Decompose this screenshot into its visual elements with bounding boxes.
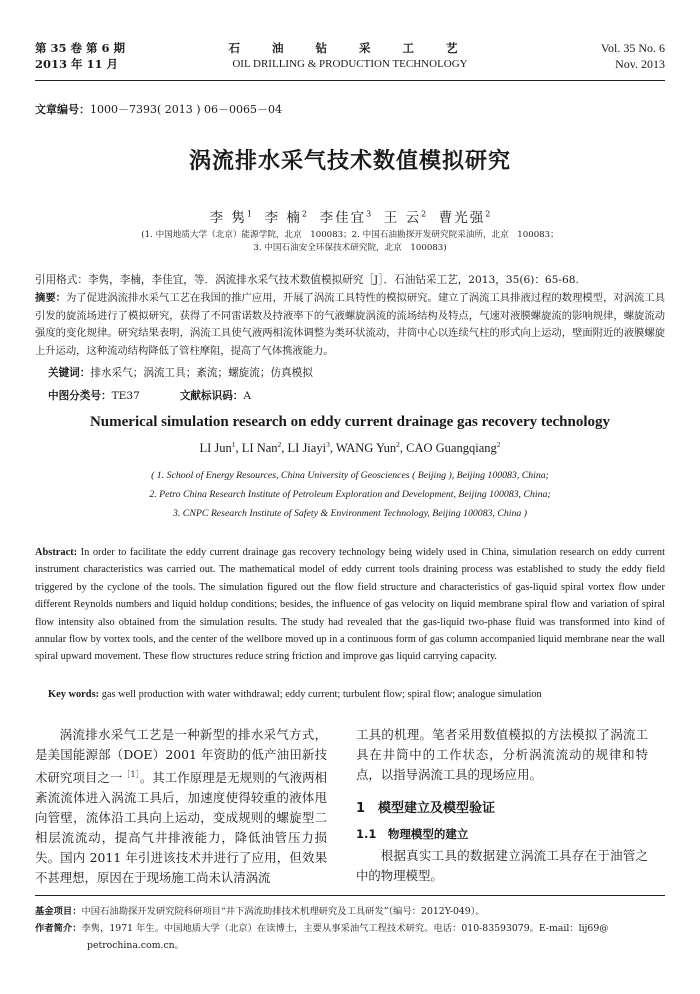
abstract-cn: 摘要：为了促进涡流排水采气工艺在我国的推广应用，开展了涡流工具特性的模拟研究。建立了涡流工具排液过程的数理模型，对涡流工具引发的旋流场进行了模拟研究，获得了不同雷诺数及持液率下的气液螺旋涡流的流场结构及特点，气速对液膜螺旋流的影响规律，螺旋流动强度的变化规律。研究结果表明，涡流工具使气液两相流体调整为类环状流动，井筒中心以连续气柱的形式向上运动，壁面附近的液膜螺旋上升运动，这种流动结构降低了管柱摩阻，提高了气体携液能力。 (35, 292, 666, 357)
affiliation-en-line: 2. Petro China Research Institute of Petroleum Exploration and Development, Beijing 100083, China; (149, 489, 551, 500)
body-paragraph: 工具的机理。笔者采用数值模拟的方法模拟了涡流工具在井筒中的工作状态，分析涡流流动的规律和特点，以指导涡流工具的现场应用。 (356, 727, 648, 782)
author: WANG Yun$^2$ (335, 440, 400, 456)
funding-note: 基金项目：中国石油勘探开发研究院科研项目“井下涡流助排技术机理研究及工具研发”（编号：2012Y-049）。 (35, 906, 485, 917)
authors-en: LI Jun$^1$, LI Nan$^2$, LI Jiayi$^3$, WANG Yun$^2$, CAO Guangqiang$^2$ (199, 440, 501, 456)
classification: 中图分类号：TE37 文献标识码：A (48, 390, 252, 402)
footnote-rule (35, 895, 665, 896)
abstract-en: Abstract: In order to facilitate the eddy current drainage gas recovery technology being widely used in China, simulation research on eddy current instrument characteristics was carried out. The mathematical model of eddy current tools draining process was established to study the eddy field triggered by the cyclone of the tools. The simulation figured out the flow field structure and characteristics of gas-liquid spiral vortex flow under different Reynolds numbers and liquid holdup conditions; besides, the influence of gas velocity on liquid membrane spiral flow and variation of spiral flow intensity also obtained from the simulation results. The study had revealed that the gas-liquid two-phase fluid was transformed into kind of annular flow by vortex tools, and the center of the wellbore moved up in a continuous form of gas column accompanied liquid membrane near the wall spiral upward movement. These flow structures reduce string friction and improve gas liquid carrying capacity. (35, 547, 665, 663)
keywords-en: Key words: gas well production with water withdrawal; eddy current; turbulent flow; spiral flow; analogue simulation (48, 689, 542, 700)
author: 王 云$^2$ (383, 209, 427, 226)
section-heading: 1 模型建立及模型验证 (356, 801, 496, 816)
author: LI Jun$^1$ (199, 440, 236, 456)
citation: 引用格式：李隽，李楠，李佳宜，等．涡流排水采气技术数值模拟研究［J］．石油钻采工艺，2013，35(6)：65-68. (35, 274, 579, 286)
body-paragraph: 根据真实工具的数据建立涡流工具存在于油管之中的物理模型。 (356, 848, 648, 883)
author: LI Nan$^2$ (241, 440, 282, 456)
author: 李 楠$^2$ (264, 209, 307, 226)
affiliation-cn-line: 3. 中国石油安全环保技术研究院，北京 100083) (253, 243, 447, 253)
author: 李佳宜$^3$ (319, 209, 372, 226)
reference-mark: ［1］ (122, 770, 140, 779)
footnotes (35, 903, 665, 954)
author: CAO Guangqiang$^2$ (406, 440, 501, 456)
header-volume: 第 35 卷 第 6 期 2013 年 11 月 (35, 41, 126, 71)
authors-cn (0, 206, 700, 226)
affiliation-en-line: ( 1. School of Energy Resources, China University of Geosciences ( Beijing ), Beijing 100083, China; (151, 470, 549, 481)
author-bio: 作者简介：李隽，1971 年生。中国地质大学（北京）在读博士，主要从事采油气工程技术研究。电话：010-83593079。E-mail：lij69@ (35, 923, 609, 934)
body-column-right (356, 725, 648, 785)
keywords-cn: 关键词：排水采气；涡流工具；紊流；螺旋流；仿真模拟 (48, 367, 313, 379)
header-rule (35, 80, 665, 81)
author: LI Jiayi$^3$ (287, 440, 330, 456)
affiliation-cn-line: (1. 中国地质大学（北京）能源学院，北京 100083；2. 中国石油勘探开发研究院采油所，北京 100083； (141, 230, 559, 240)
author: 曹光强$^2$ (438, 209, 491, 226)
author-bio-continued: petrochina.com.cn。 (87, 940, 184, 951)
header-volume-en: Vol. 35 No. 6 Nov. 2013 (600, 41, 665, 71)
header-journal-name: 石 油 钻 采 工 艺 OIL DRILLING & PRODUCTION TECHNOLOGY (228, 41, 472, 70)
body-column-right-lower (356, 846, 648, 886)
subsection-heading: 1.1 物理模型的建立 (356, 827, 469, 841)
affiliation-en-line: 3. CNPC Research Institute of Safety & Environment Technology, Beijing 100083, China ) (172, 508, 527, 519)
body-column-left (35, 725, 327, 888)
title-en: Numerical simulation research on eddy current drainage gas recovery technology (89, 414, 611, 430)
article-number: 文章编号：1000－7393( 2013 ) 06－0065－04 (35, 103, 283, 116)
page-title: 涡流排水采气技术数值模拟研究 (188, 149, 511, 174)
author: 李 隽$^1$ (209, 209, 253, 226)
running-header (35, 40, 665, 78)
body-paragraph: 涡流排水采气工艺是一种新型的排水采气方式，是美国能源部（DOE）2001 年资助的低产油田新技术研究项目之一$^{[1]}$。其工作原理是无规则的气液两相紊流流体进入涡流工具后，加速度使得较重的液体甩向管壁，流体沿工具向上运动，变成规则的螺旋型二相层流流动，提高气井排液能力，降低油管压力损失。国内 2011 年引进该技术并进行了应用，但效果不甚理想，原因在于现场施工尚未认清涡流 (35, 727, 328, 886)
